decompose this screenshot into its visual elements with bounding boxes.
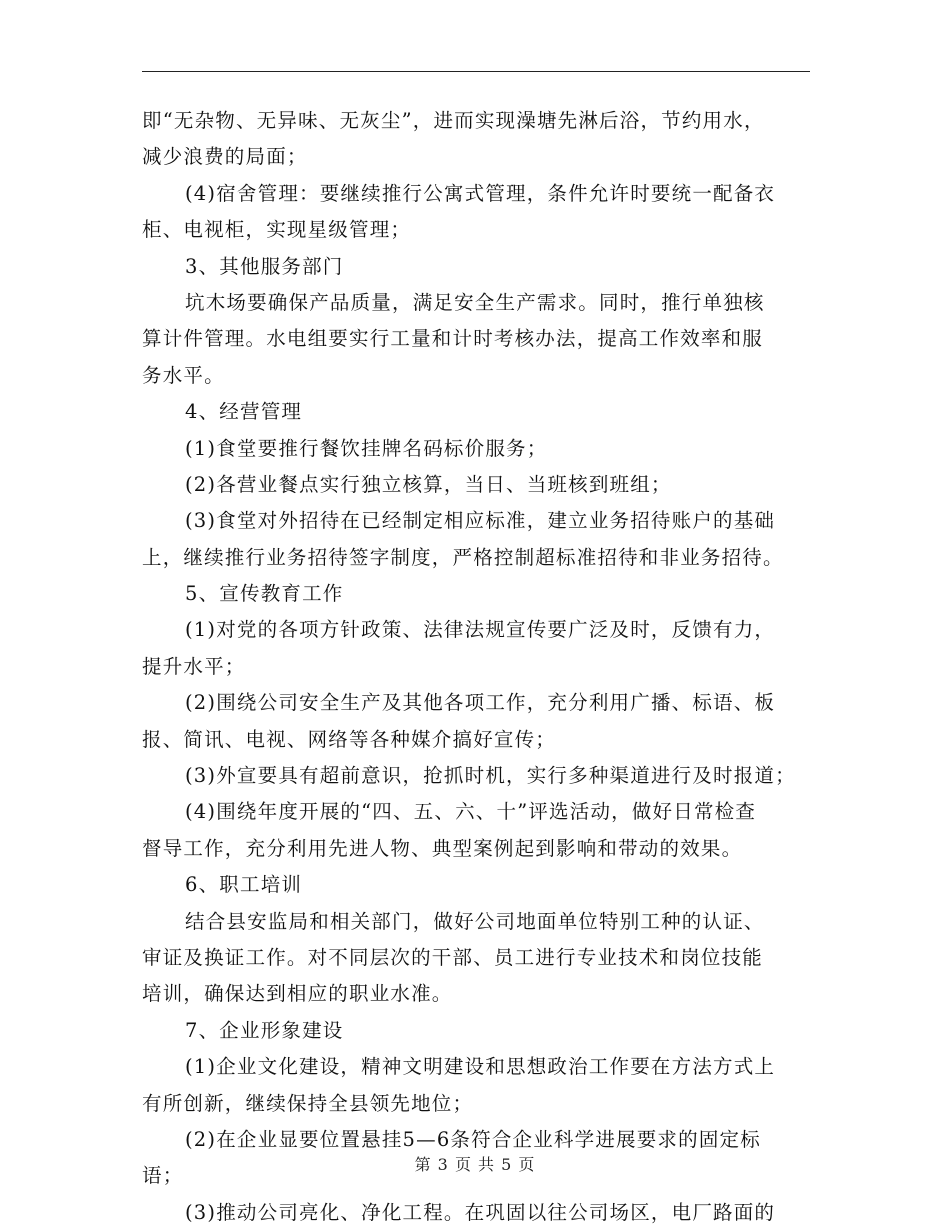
body-line: (3)外宣要具有超前意识，抢抓时机，实行多种渠道进行及时报道；	[185, 764, 796, 788]
section-heading: 4、经营管理	[185, 400, 303, 424]
section-heading: 3、其他服务部门	[185, 254, 344, 278]
body-line: 培训，确保达到相应的职业水准。	[142, 982, 453, 1006]
section-heading: 5、宣传教育工作	[185, 582, 344, 606]
body-line: 语；	[142, 1164, 184, 1188]
body-line: (3)推动公司亮化、净化工程。在巩固以往公司场区，电厂路面的	[185, 1200, 776, 1224]
body-line: 柜、电视柜，实现星级管理；	[142, 218, 412, 242]
body-line: 算计件管理。水电组要实行工量和计时考核办法，提高工作效率和服	[142, 327, 764, 351]
body-line: 有所创新，继续保持全县领先地位；	[142, 1091, 474, 1115]
body-line: 审证及换证工作。对不同层次的干部、员工进行专业技术和岗位技能	[142, 945, 764, 969]
body-line: (2)在企业显要位置悬挂5—6条符合企业科学进展要求的固定标	[185, 1127, 761, 1151]
body-line: (2)围绕公司安全生产及其他各项工作，充分利用广播、标语、板	[185, 691, 776, 715]
body-line: (4)围绕年度开展的“四、五、六、十”评选活动，做好日常检查	[185, 800, 757, 824]
body-line: 上，继续推行业务招待签字制度，严格控制超标准招待和非业务招待。	[142, 545, 784, 569]
body-line: 结合县安监局和相关部门，做好公司地面单位特别工种的认证、	[185, 909, 765, 933]
body-line: 坑木场要确保产品质量，满足安全生产需求。同时，推行单独核	[185, 290, 765, 314]
body-line: 即“无杂物、无异味、无灰尘”，进而实现澡塘先淋后浴，节约用水，	[142, 109, 765, 132]
body-line: (1)对党的各项方针政策、法律法规宣传要广泛及时，反馈有力，	[185, 618, 776, 642]
header-rule	[142, 71, 810, 72]
body-line: 减少浪费的局面；	[142, 145, 308, 169]
body-line: (1)企业文化建设，精神文明建设和思想政治工作要在方法方式上	[185, 1055, 776, 1079]
document-body	[142, 103, 810, 1231]
body-line: 务水平。	[142, 363, 225, 387]
body-line: 报、简讯、电视、网络等各种媒介搞好宣传；	[142, 727, 557, 751]
section-heading: 7、企业形象建设	[185, 1018, 344, 1042]
body-line: (3)食堂对外招待在已经制定相应标准，建立业务招待账户的基础	[185, 509, 776, 533]
page-number: 第 3 页 共 5 页	[414, 1155, 536, 1174]
body-line: (4)宿舍管理：要继续推行公寓式管理，条件允许时要统一配备衣	[185, 181, 776, 205]
body-line: 督导工作，充分利用先进人物、典型案例起到影响和带动的效果。	[142, 836, 743, 860]
body-line: (2)各营业餐点实行独立核算，当日、当班核到班组；	[185, 472, 672, 496]
body-line: (1)食堂要推行餐饮挂牌名码标价服务；	[185, 436, 548, 460]
body-line: 提升水平；	[142, 654, 246, 678]
section-heading: 6、职工培训	[185, 873, 303, 897]
